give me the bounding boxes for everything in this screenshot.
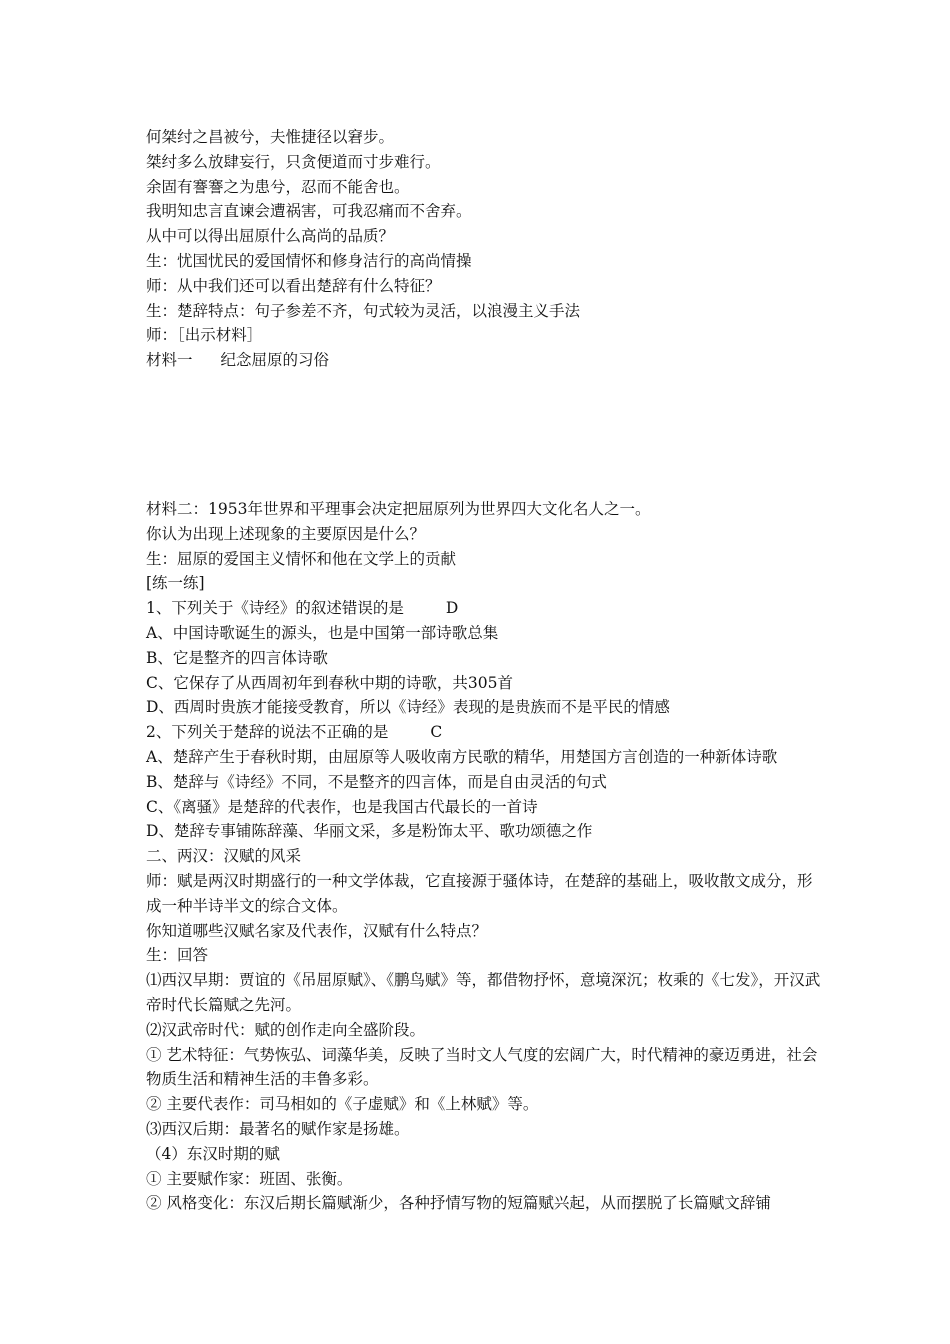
question-2-text: 2、下列关于楚辞的说法不正确的是 (146, 723, 389, 742)
text-line: 生：忧国忧民的爱国情怀和修身洁行的高尚情操 (146, 251, 472, 270)
point-western-late: ⑶西汉后期：最著名的赋作家是扬雄。 (146, 1119, 410, 1138)
question-1-text: 1、下列关于《诗经》的叙述错误的是 (146, 599, 404, 618)
teacher-fu-paragraph: 师：赋是两汉时期盛行的一种文学体裁，它直接源于骚体诗，在楚辞的基础上，吸收散文成分，形成一种半诗半文的综合文体。 (146, 871, 813, 915)
material-one-text: 纪念屈原的习俗 (220, 351, 330, 370)
material-one (146, 348, 826, 373)
option-line: A、楚辞产生于春秋时期，由屈原等人吸收南方民歌的精华，用楚国方言创造的一种新体诗歌 (146, 747, 778, 766)
option-line: B、楚辞与《诗经》不同，不是整齐的四言体，而是自由灵活的句式 (146, 772, 607, 791)
text-line: 从中可以得出屈原什么高尚的品质？ (146, 227, 395, 246)
material-one-label: 材料一 (146, 351, 193, 370)
point-eastern-han: （4）东汉时期的赋 (146, 1144, 280, 1163)
point-wudi-era: ⑵汉武帝时代：赋的创作走向全盛阶段。 (146, 1020, 426, 1039)
question-2-answer: C (430, 723, 443, 742)
text-line: 余固有謇謇之为患兮，忍而不能舍也。 (146, 177, 410, 196)
answer-reason: 生：屈原的爱国主义情怀和他在文学上的贡献 (146, 549, 457, 568)
question-fu: 你知道哪些汉赋名家及代表作，汉赋有什么特点？ (146, 921, 488, 940)
question-1-answer: D (445, 599, 459, 618)
text-line: 师：从中我们还可以看出楚辞有什么特征？ (146, 276, 441, 295)
option-line: D、楚辞专事铺陈辞藻、华丽文采，多是粉饰太平、歌功颂德之作 (146, 822, 593, 841)
section-heading-han: 二、两汉：汉赋的风采 (146, 847, 302, 866)
question-1 (146, 596, 826, 621)
question-2 (146, 720, 826, 745)
option-line: D、西周时贵族才能接受教育，所以《诗经》表现的是贵族而不是平民的情感 (146, 698, 670, 717)
question-reason: 你认为出现上述现象的主要原因是什么？ (146, 524, 426, 543)
option-line: A、中国诗歌诞生的源头，也是中国第一部诗歌总集 (146, 623, 499, 642)
practice-heading: [练一练] (146, 574, 205, 593)
point-eastern-style: ② 风格变化：东汉后期长篇赋渐少，各种抒情写物的短篇赋兴起，从而摆脱了长篇赋文辞铺 (146, 1194, 771, 1213)
text-line: 桀纣多么放肆妄行，只贪便道而寸步难行。 (146, 152, 441, 171)
text-line: 我明知忠言直谏会遭祸害，可我忍痛而不舍弃。 (146, 202, 472, 221)
point-eastern-authors: ① 主要赋作家：班固、张衡。 (146, 1169, 353, 1188)
point-wudi-works: ② 主要代表作：司马相如的《子虚赋》和《上林赋》等。 (146, 1095, 539, 1114)
answer-fu: 生：回答 (146, 946, 209, 965)
point-western-early: ⑴西汉早期：贾谊的《吊屈原赋》、《鹏鸟赋》等，都借物抒怀，意境深沉；枚乘的《七发》，开汉武帝时代长篇赋之先河。 (146, 971, 821, 1014)
dialogue-section-1 (146, 125, 826, 373)
point-wudi-features: ① 艺术特征：气势恢弘、词藻华美，反映了当时文人气度的宏阔广大，时代精神的豪迈勇进，社会物质生活和精神生活的丰鲁多彩。 (146, 1045, 818, 1089)
dialogue-section-2 (146, 497, 826, 1216)
material-two: 材料二：1953年世界和平理事会决定把屈原列为世界四大文化名人之一。 (146, 500, 651, 518)
text-line: 何桀纣之昌被兮，夫惟捷径以窘步。 (146, 128, 395, 146)
text-line: 师：［出示材料］ (146, 326, 263, 345)
text-line: 生：楚辞特点：句子参差不齐，句式较为灵活，以浪漫主义手法 (146, 301, 581, 320)
option-line: B、它是整齐的四言体诗歌 (146, 648, 328, 667)
option-line: C、《离骚》是楚辞的代表作，也是我国古代最长的一首诗 (146, 797, 538, 816)
option-line: C、它保存了从西周初年到春秋中期的诗歌，共305首 (146, 673, 513, 692)
